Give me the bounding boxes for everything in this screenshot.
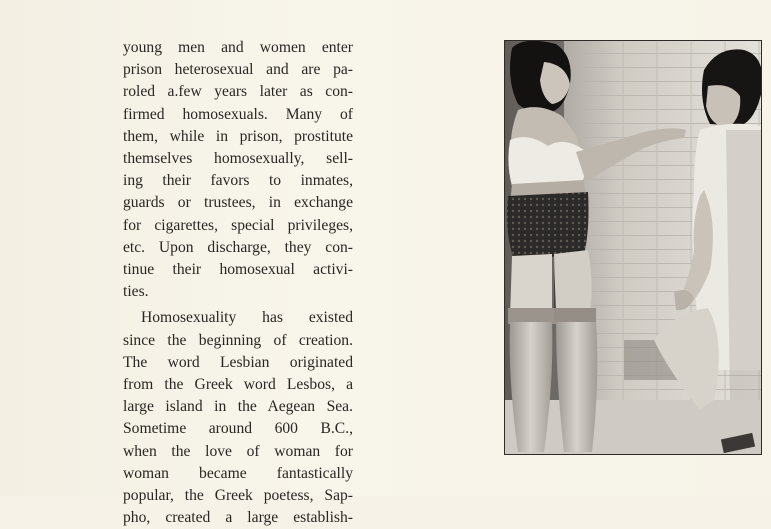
text-line: The word Lesbian originated [123, 353, 353, 371]
text-line: pho, created a large establish- [123, 509, 353, 527]
halftone-photograph [504, 40, 762, 455]
text-line: from the Greek word Lesbos, a [123, 376, 353, 394]
text-line: ties. [123, 283, 149, 301]
text-line: Sometime around 600 B.C., [123, 420, 353, 438]
text-line: roled a.few years later as con- [123, 83, 353, 101]
text-line: young men and women enter [123, 39, 353, 56]
text-line: large island in the Aegean Sea. [123, 398, 353, 416]
text-line: tinue their homosexual activi- [123, 261, 353, 279]
text-line: firmed homosexuals. Many of [123, 105, 353, 123]
text-line: ing their favors to inmates, [123, 172, 353, 190]
paragraph-1 [123, 37, 353, 303]
text-line: etc. Upon discharge, they con- [123, 238, 353, 256]
text-line: themselves homosexually, sell- [123, 150, 353, 168]
body-text-column [123, 37, 353, 529]
text-line: Homosexuality has existed [141, 309, 353, 327]
text-line: guards or trustees, in exchange [123, 194, 353, 212]
text-line: for cigarettes, special privileges, [123, 216, 353, 234]
text-line: them, while in prison, prostitute [123, 127, 353, 145]
text-line: popular, the Greek poetess, Sap- [123, 487, 353, 505]
text-line: woman became fantastically [123, 464, 353, 482]
text-line: since the beginning of creation. [123, 331, 353, 349]
text-line: when the love of woman for [123, 442, 353, 460]
text-line: prison heterosexual and are pa- [123, 61, 353, 79]
